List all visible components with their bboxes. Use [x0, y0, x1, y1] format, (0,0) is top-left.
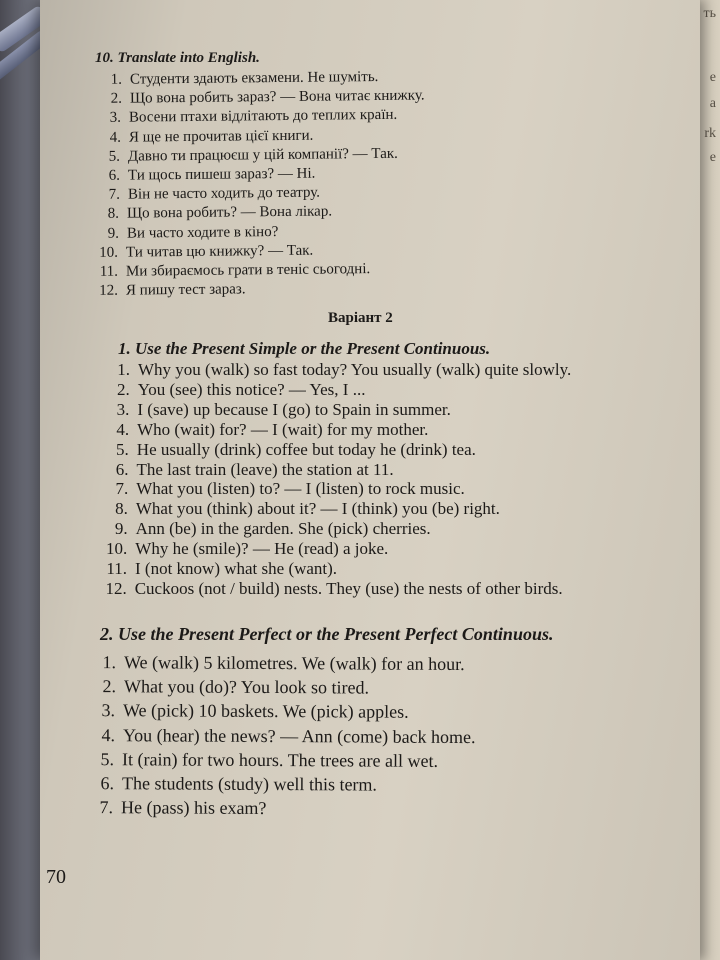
item-text: I (not know) what she (want).	[135, 559, 338, 578]
exercise-10-item	[90, 146, 398, 166]
exercise-1-item	[89, 579, 563, 599]
exercise-1-item	[90, 519, 431, 539]
item-number: 7.	[115, 479, 129, 499]
item-number: 8.	[115, 499, 128, 519]
exercise-2-title: 2. Use the Present Perfect or the Present Perfect Continuous.	[100, 624, 554, 644]
item-text: Я ще не прочитав цієї книги.	[128, 127, 314, 146]
item-text: Давно ти працюєш у цій компанії? — Так.	[128, 145, 399, 165]
exercise-10-item	[90, 166, 316, 185]
item-text: Ann (be) in the garden. She (pick) cherries.	[135, 519, 431, 539]
item-number: 4.	[109, 129, 121, 146]
exercise-10-item	[89, 224, 279, 243]
exercise-2-item	[78, 725, 475, 748]
exercise-10-item	[89, 204, 332, 224]
item-text: Why you (walk) so fast today? You usually (walk) quite slowly.	[138, 360, 572, 379]
item-text: Він не часто ходить до театру.	[127, 184, 320, 203]
exercise-2-item	[77, 773, 376, 796]
item-text: Ти читав цю книжку? — Так.	[126, 242, 314, 261]
item-number: 1.	[110, 71, 123, 88]
exercise-2-item	[79, 700, 409, 723]
sheet-fragment: е	[709, 70, 716, 85]
exercise-1-item	[92, 380, 366, 400]
variant-title: Варіант 2	[328, 310, 393, 326]
exercise-2-item	[77, 797, 267, 819]
item-number: 6.	[115, 459, 129, 479]
item-number: 2.	[110, 90, 122, 107]
exercise-10-item	[91, 107, 397, 127]
item-number: 3.	[101, 700, 116, 721]
item-number: 10.	[99, 244, 119, 261]
item-number: 1.	[117, 360, 130, 379]
exercise-2-item	[80, 652, 465, 675]
item-text: What you (do)? You look so tired.	[123, 676, 369, 698]
item-text: Why he (smile)? — He (read) a joke.	[135, 539, 389, 559]
exercise-1-item	[90, 499, 500, 519]
exercise-1-item	[92, 360, 571, 380]
item-text: We (walk) 5 kilometres. We (walk) for an hour.	[123, 652, 465, 675]
item-number: 9.	[107, 225, 119, 242]
item-text: He usually (drink) coffee but today he (drink) tea.	[136, 439, 476, 459]
item-number: 10.	[106, 539, 128, 559]
exercise-1-item	[91, 440, 476, 460]
item-text: Who (wait) for? — I (wait) for my mother.	[137, 419, 429, 439]
item-number: 2.	[101, 676, 116, 697]
item-number: 1.	[102, 652, 117, 673]
item-text: Восени птахи відлітають до теплих країн.	[129, 107, 398, 126]
item-text: You (hear) the news? — Ann (come) back home.	[122, 724, 476, 747]
item-text: What you (listen) to? — I (listen) to rock music.	[136, 479, 465, 499]
item-number: 5.	[109, 148, 121, 165]
item-number: 9.	[114, 519, 128, 539]
item-number: 6.	[108, 167, 121, 184]
page-number: 70	[46, 866, 66, 888]
item-text: Ви часто ходите в кіно?	[126, 223, 279, 242]
item-number: 8.	[107, 206, 120, 223]
item-text: Ми збираємось грати в теніс сьогодні.	[125, 261, 371, 280]
exercise-1-item	[89, 539, 388, 559]
exercise-1-item	[91, 460, 394, 480]
item-number: 11.	[106, 559, 127, 578]
item-number: 5.	[116, 439, 129, 459]
item-number: 12.	[105, 578, 127, 598]
item-text: What you (think) about it? — I (think) you (be) right.	[135, 499, 500, 519]
item-text: Що вона робить зараз? — Вона читає книжку.	[129, 87, 425, 107]
item-number: 4.	[116, 419, 130, 439]
exercise-10-item	[92, 88, 425, 108]
item-number: 2.	[116, 379, 130, 399]
item-text: Ти щось пишеш зараз? — Ні.	[127, 165, 316, 184]
item-text: Cuckoos (not / build) nests. They (use) the nests of other birds.	[134, 578, 563, 598]
exercise-10-item	[90, 185, 320, 204]
sheet-fragment: rk	[704, 126, 716, 141]
item-text: He (pass) his exam?	[120, 797, 267, 819]
exercise-10-item	[91, 127, 314, 146]
item-text: You (see) this notice? — Yes, I ...	[137, 379, 366, 399]
sheet-fragment: ть	[703, 6, 716, 21]
textbook-page	[40, 0, 700, 960]
item-text: Студенти здають екзамени. Не шуміть.	[129, 69, 379, 88]
item-number: 12.	[98, 282, 118, 300]
exercise-10-item	[88, 282, 246, 301]
item-number: 3.	[116, 399, 130, 419]
exercise-1-item	[91, 400, 450, 420]
item-text: It (rain) for two hours. The trees are all wet.	[121, 749, 439, 771]
item-text: The students (study) well this term.	[121, 773, 377, 795]
exercise-1-item	[91, 420, 428, 440]
item-number: 5.	[100, 748, 115, 769]
exercise-1-item	[90, 479, 465, 499]
exercise-1-item	[89, 559, 337, 579]
item-number: 4.	[100, 724, 115, 745]
item-text: The last train (leave) the station at 11.	[136, 459, 394, 479]
item-number: 6.	[99, 773, 114, 794]
sheet-fragment: е	[709, 150, 716, 165]
item-text: Що вона робить? — Вона лікар.	[127, 203, 333, 222]
exercise-1-title: 1. Use the Present Simple or the Present Continuous.	[118, 339, 491, 358]
item-text: We (pick) 10 baskets. We (pick) apples.	[122, 700, 409, 723]
exercise-10-item	[88, 261, 370, 281]
exercise-10-item	[92, 69, 379, 89]
sheet-fragment: а	[709, 96, 716, 111]
item-text: Я пишу тест зараз.	[125, 281, 246, 299]
exercise-10-item	[88, 242, 313, 261]
item-number: 11.	[99, 263, 119, 280]
item-text: I (save) up because I (go) to Spain in summer.	[137, 399, 451, 419]
item-number: 7.	[108, 186, 120, 203]
exercise-10-title: 10. Translate into English.	[95, 50, 260, 66]
exercise-2-item	[79, 676, 368, 699]
item-number: 7.	[99, 797, 114, 818]
item-number: 3.	[109, 110, 122, 127]
exercise-2-item	[78, 749, 438, 772]
